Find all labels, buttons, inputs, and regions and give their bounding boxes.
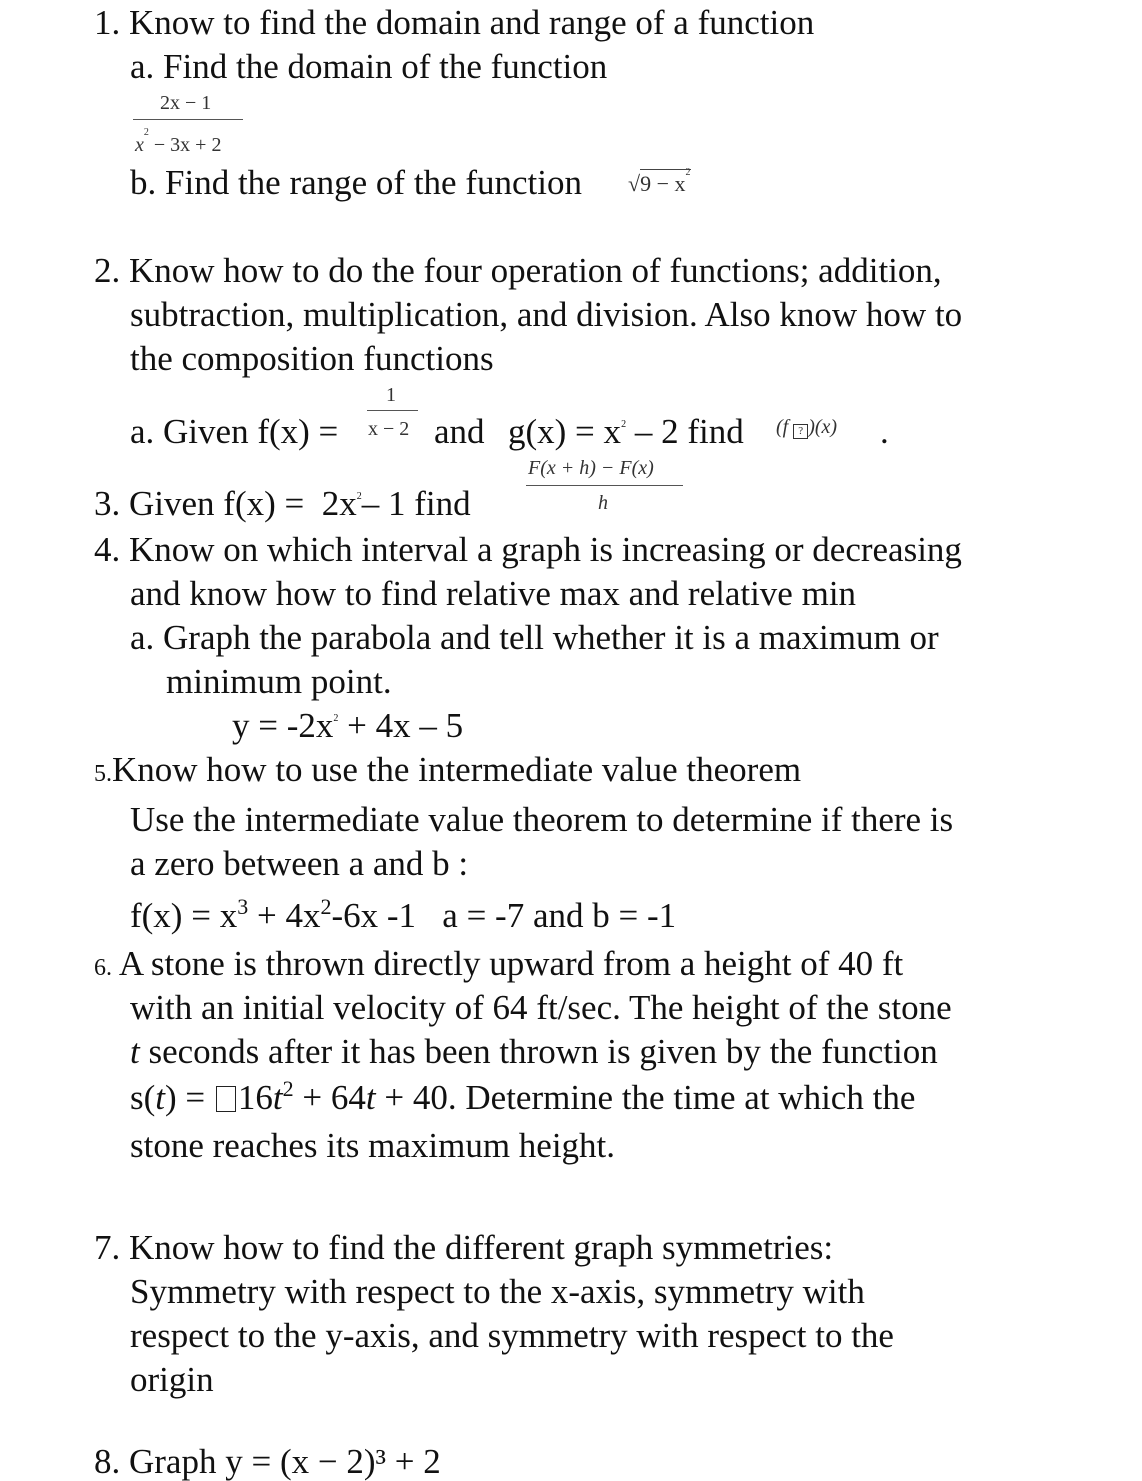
q2-line3: the composition functions xyxy=(130,339,494,378)
q2-line1: 2. Know how to do the four operation of functions; addition, xyxy=(94,251,942,290)
q4-equation: $y = -2x^2 + 4x - 5$ xyxy=(232,706,464,745)
q2-a-f-numerator: 1 xyxy=(386,384,396,406)
q5-line1: Use the intermediate value theorem to determine if there is xyxy=(130,800,954,839)
q3-dq-numerator: F(x + h) − F(x) xyxy=(528,457,654,479)
q6-line2: with an initial velocity of 64 ft/sec. The height of the stone xyxy=(130,988,952,1027)
q3-line: 3. Given $f(x) = 2x^2-$ 1 find xyxy=(94,484,471,523)
q5-heading: 5.Know how to use the intermediate value theorem xyxy=(94,750,802,789)
q1-a-numerator: 2x − 1 xyxy=(160,92,212,114)
q2-line2: subtraction, multiplication, and division. Also know how to xyxy=(130,295,963,334)
q5-line2: a zero between a and b : xyxy=(130,844,469,883)
q2-a-f-denominator: x − 2 xyxy=(368,418,410,440)
q2-a-composition: (f ? )(x) xyxy=(776,416,838,438)
composition-symbol-icon: ? xyxy=(793,424,808,439)
q4-a-line1: a. Graph the parabola and tell whether it is a maximum or xyxy=(130,618,939,657)
q8-partial-line: 8. Graph y = (x − 2)³ + 2 xyxy=(94,1442,441,1481)
q7-line4: origin xyxy=(130,1360,214,1399)
q7-line1: 7. Know how to find the different graph symmetries: xyxy=(94,1228,834,1267)
q6-line1: 6. A stone is thrown directly upward from a height of 40 ft xyxy=(94,944,904,983)
q4-a-line2: minimum point. xyxy=(166,662,392,701)
q1-heading: 1. Know to find the domain and range of a function xyxy=(94,3,815,42)
q6-line5: stone reaches its maximum height. xyxy=(130,1126,616,1165)
q6-line4: $s(t) = 16t^2 + 64t + 40$. Determine the time at which the xyxy=(130,1076,916,1117)
q1-a-fraction-bar xyxy=(133,119,243,120)
q2-a-f-fraction-bar xyxy=(367,410,418,411)
q3-dq-fraction-bar xyxy=(526,485,683,486)
q2-a-prefix: a. Given f(x) = xyxy=(130,412,339,451)
q5-function: $f(x) = x^3 + 4x^2-6x$ -1 a = -7 and b = -1 xyxy=(130,894,677,935)
q2-a-and: and xyxy=(434,412,485,451)
q1-a-label: a. Find the domain of the function xyxy=(130,47,608,86)
minus-sign-placeholder-icon xyxy=(216,1086,236,1112)
q1-b-radical: $√9 - x^2$ xyxy=(628,167,691,196)
q2-a-g: $g(x) = x^2 - 2$ find xyxy=(508,412,744,451)
q7-line2: Symmetry with respect to the x-axis, symmetry with xyxy=(130,1272,865,1311)
q1-b-label: b. Find the range of the function xyxy=(130,163,582,202)
q2-a-period: . xyxy=(880,412,889,451)
q3-dq-denominator: h xyxy=(598,492,608,514)
q1-a-denominator: $x^2 - 3x + 2$ xyxy=(135,127,222,156)
q4-line1: 4. Know on which interval a graph is increasing or decreasing xyxy=(94,530,962,569)
q7-line3: respect to the y-axis, and symmetry with respect to the xyxy=(130,1316,894,1355)
q6-line3: t seconds after it has been thrown is given by the function xyxy=(130,1032,938,1071)
q4-line2: and know how to find relative max and relative min xyxy=(130,574,857,613)
